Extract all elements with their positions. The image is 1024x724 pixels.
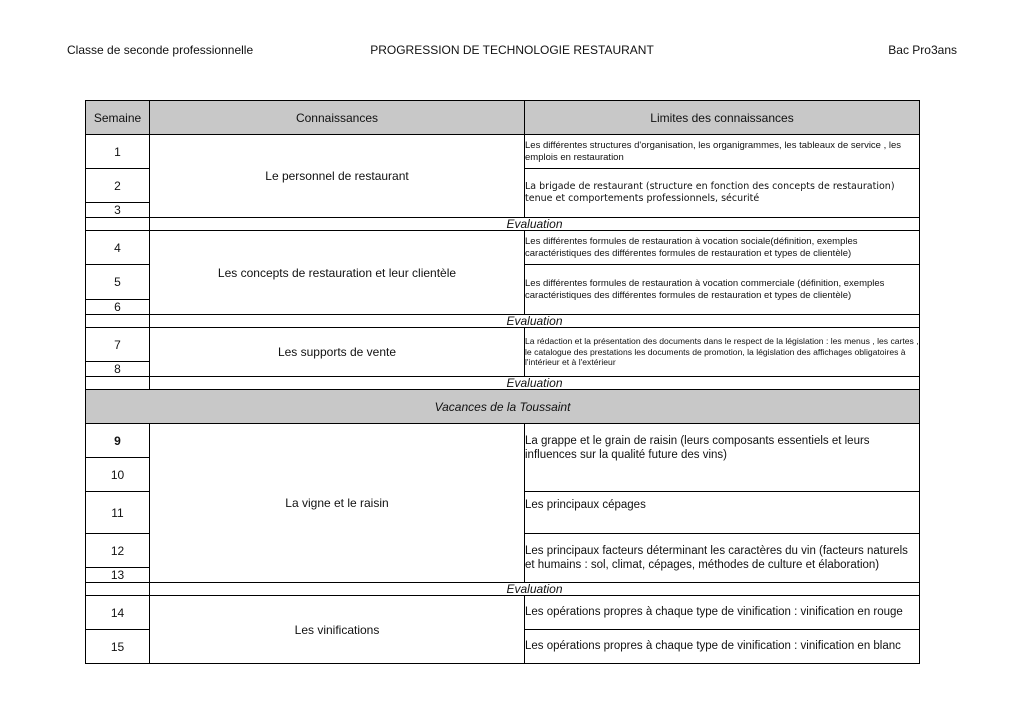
limite-cell: Les principaux cépages xyxy=(525,492,920,534)
evaluation-label: Evaluation xyxy=(150,377,920,390)
week-cell: 14 xyxy=(86,596,150,630)
week-cell: 11 xyxy=(86,492,150,534)
evaluation-label: Evaluation xyxy=(150,218,920,231)
week-cell: 3 xyxy=(86,203,150,218)
evaluation-row xyxy=(86,218,920,231)
connaissance-cell: Les vinifications xyxy=(150,596,525,664)
evaluation-row xyxy=(86,377,920,390)
connaissance-cell: Le personnel de restaurant xyxy=(150,135,525,218)
limite-cell: Les opérations propres à chaque type de vinification : vinification en rouge xyxy=(525,596,920,630)
table-header-row xyxy=(86,101,920,135)
header-class-label: Classe de seconde professionnelle xyxy=(67,43,254,57)
connaissance-cell: Les supports de vente xyxy=(150,328,525,377)
limite-cell: Les différentes formules de restauration à vocation commerciale (définition, exemples caractéristiques des différentes formules de restauration et types de clientèle) xyxy=(525,265,920,315)
week-cell: 8 xyxy=(86,362,150,377)
limite-cell: La brigade de restaurant (structure en fonction des concepts de restauration) tenue et comportements professionnels, sécurité xyxy=(525,169,920,218)
limite-cell: Les opérations propres à chaque type de vinification : vinification en blanc xyxy=(525,630,920,664)
connaissance-cell: Les concepts de restauration et leur clientèle xyxy=(150,231,525,315)
evaluation-label: Evaluation xyxy=(150,583,920,596)
limite-cell: Les différentes structures d'organisation, les organigrammes, les tableaux de service , les emplois en restauration xyxy=(525,135,920,169)
week-cell: 1 xyxy=(86,135,150,169)
evaluation-label: Evaluation xyxy=(150,315,920,328)
document-title: PROGRESSION DE TECHNOLOGIE RESTAURANT xyxy=(370,43,654,57)
evaluation-row xyxy=(86,583,920,596)
table-row xyxy=(86,424,920,458)
week-cell: 13 xyxy=(86,568,150,583)
table-row xyxy=(86,328,920,362)
column-header-connaissances: Connaissances xyxy=(150,101,525,135)
week-cell: 7 xyxy=(86,328,150,362)
limite-cell: La grappe et le grain de raisin (leurs composants essentiels et leurs influences sur la qualité future des vins) xyxy=(525,424,920,492)
holiday-label: Vacances de la Toussaint xyxy=(86,390,920,424)
week-cell: 2 xyxy=(86,169,150,203)
column-header-semaine: Semaine xyxy=(86,101,150,135)
week-cell: 15 xyxy=(86,630,150,664)
limite-cell: Les principaux facteurs déterminant les caractères du vin (facteurs naturels et humains : sol, climat, cépages, méthodes de culture et élaboration) xyxy=(525,534,920,583)
header-diploma-label: Bac Pro3ans xyxy=(888,43,957,57)
column-header-limites: Limites des connaissances xyxy=(525,101,920,135)
progression-table xyxy=(85,100,920,664)
week-cell: 9 xyxy=(86,424,150,458)
week-cell: 6 xyxy=(86,300,150,315)
table-row xyxy=(86,231,920,265)
week-cell: 5 xyxy=(86,265,150,300)
week-cell: 12 xyxy=(86,534,150,568)
holiday-row xyxy=(86,390,920,424)
table-row xyxy=(86,135,920,169)
connaissance-cell: La vigne et le raisin xyxy=(150,424,525,583)
week-cell: 4 xyxy=(86,231,150,265)
evaluation-row xyxy=(86,315,920,328)
limite-cell: Les différentes formules de restauration à vocation sociale(définition, exemples caractéristiques des différentes formules de restauration et types de clientèle) xyxy=(525,231,920,265)
limite-cell: La rédaction et la présentation des documents dans le respect de la législation : les menus , les cartes , le catalogue des prestations les documents de promotion, la législation des affichages obligatoires à l'intérieur et à l'extérieur xyxy=(525,328,920,377)
table-row xyxy=(86,596,920,630)
week-cell: 10 xyxy=(86,458,150,492)
